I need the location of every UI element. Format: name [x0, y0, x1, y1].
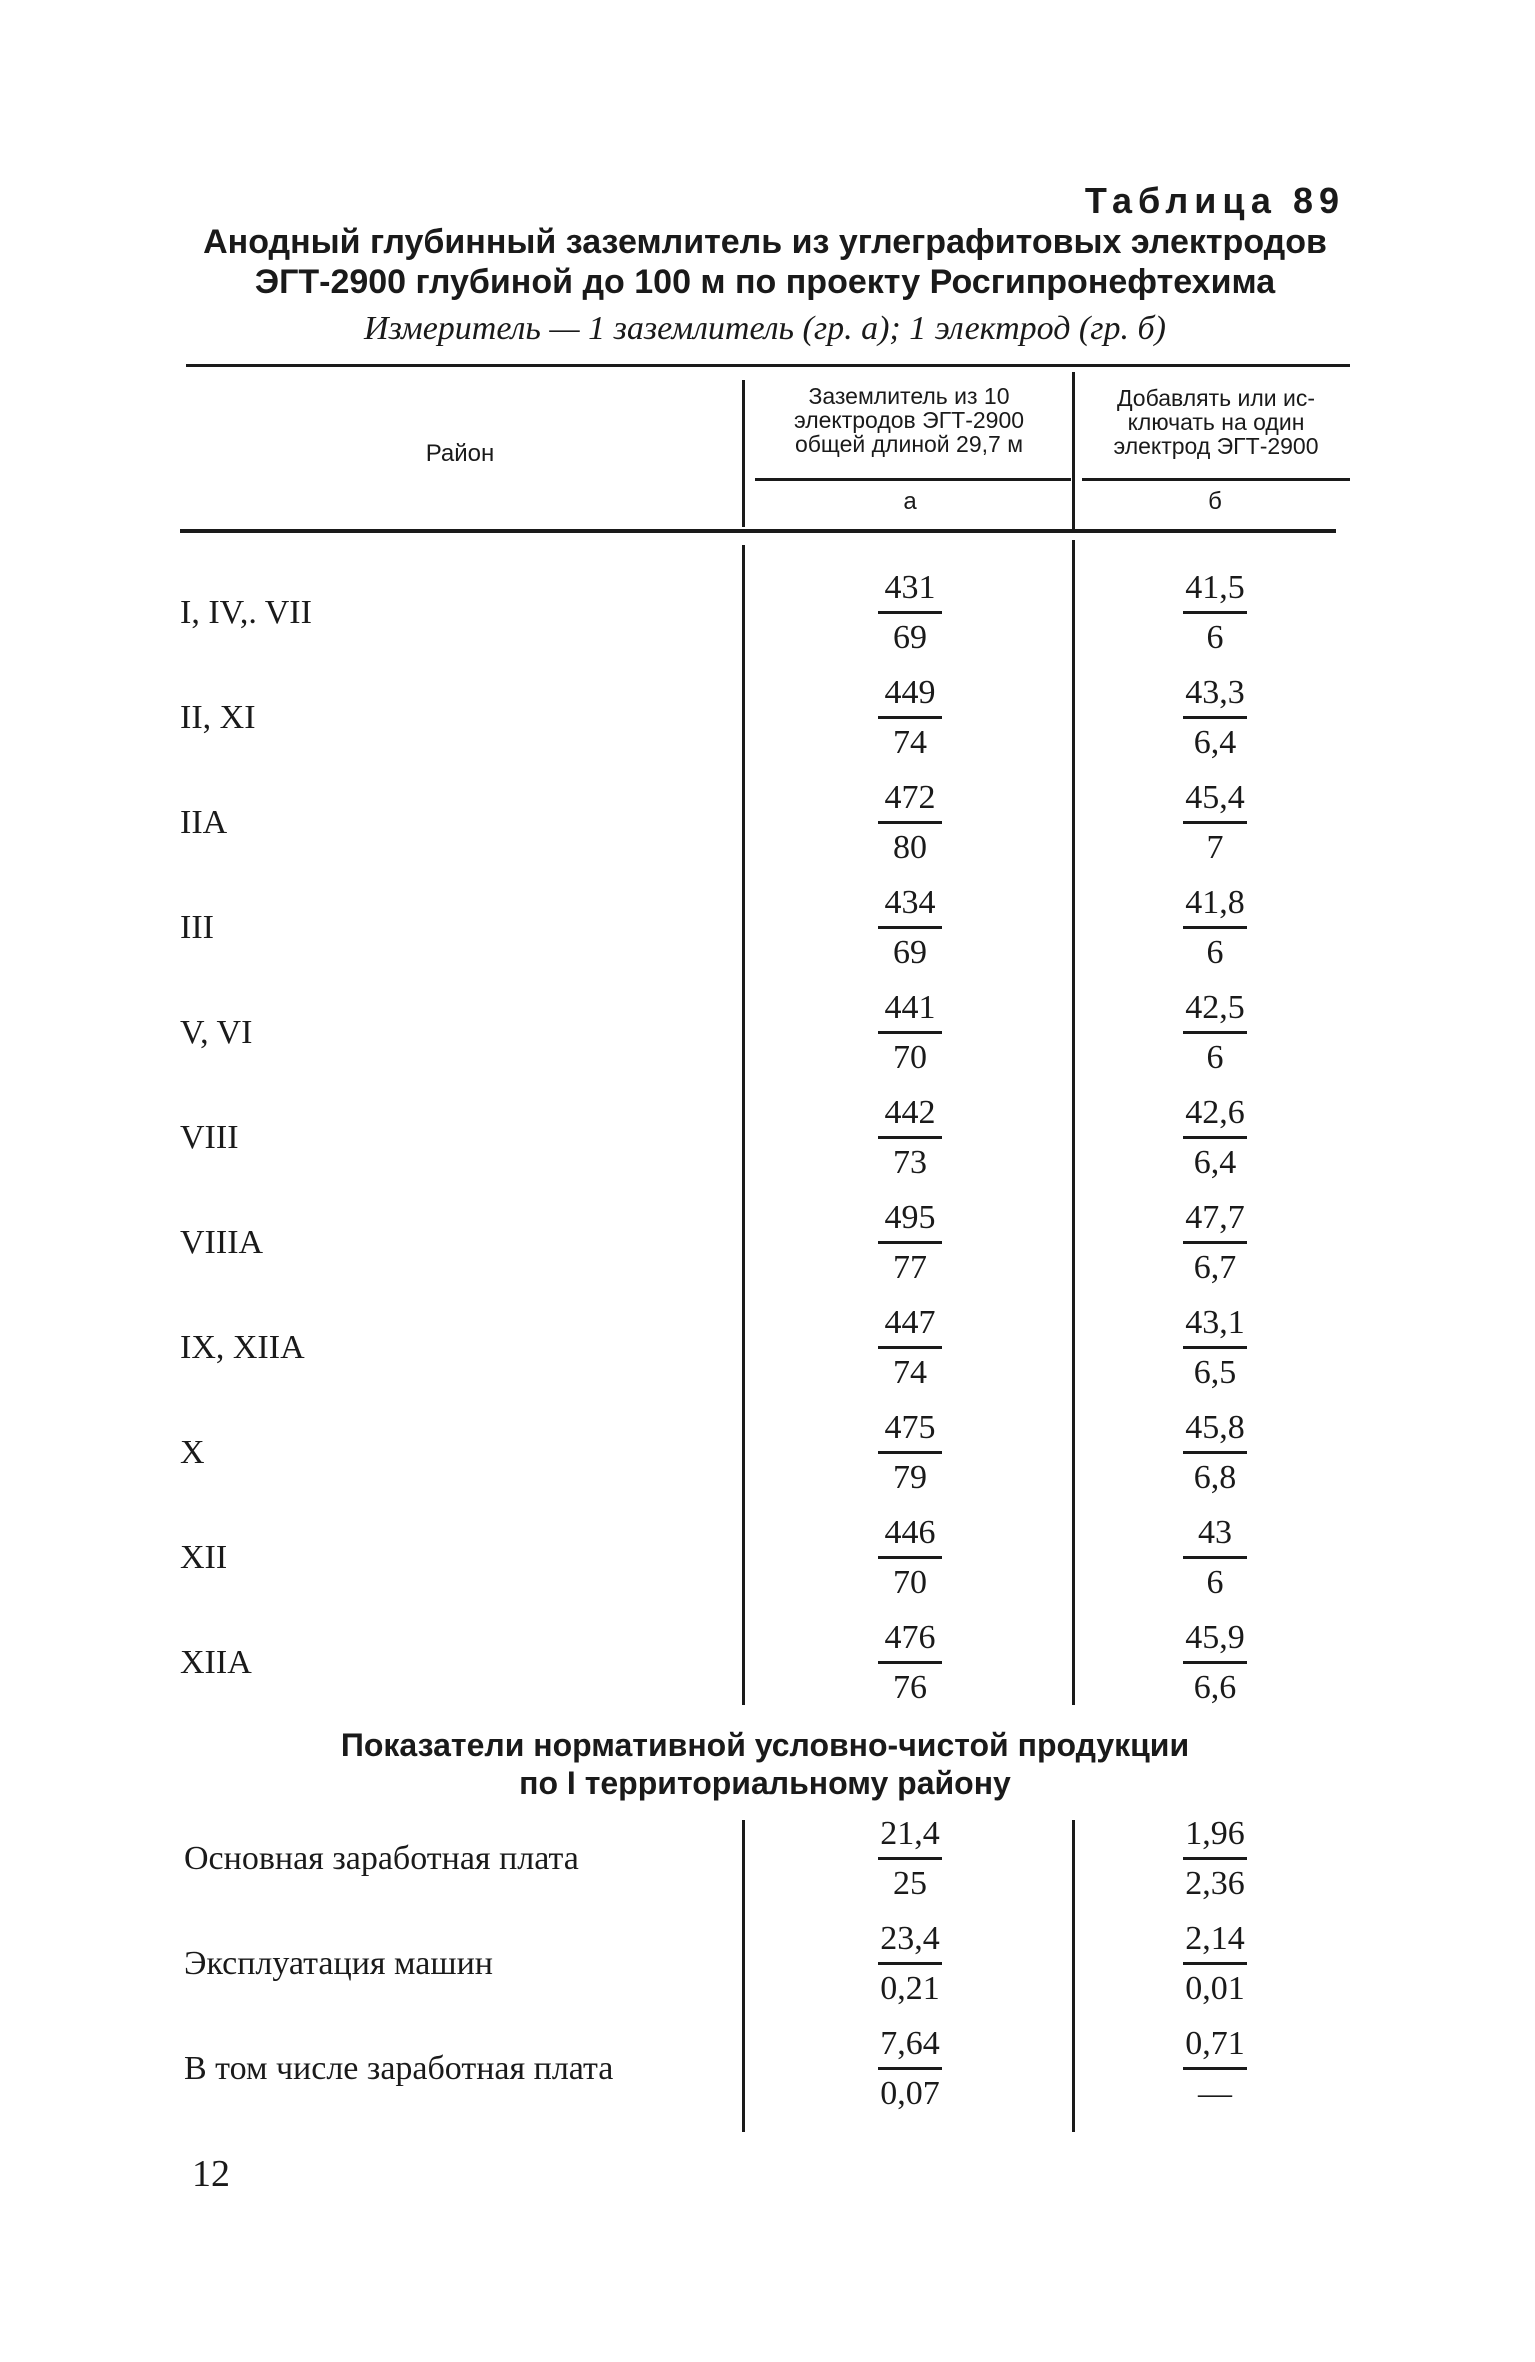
cell-b	[1135, 1196, 1295, 1290]
cell-a	[830, 986, 990, 1080]
header-divider-2	[1072, 372, 1075, 529]
cell-b-numerator: 43	[1198, 1514, 1232, 1551]
row-region: IX, XIIA	[180, 1329, 305, 1366]
cell-b-fraction-bar	[1183, 716, 1247, 719]
cell-a-denominator: 79	[893, 1459, 927, 1496]
row-region: VIIIA	[180, 1224, 264, 1261]
cell-b-fraction-bar	[1183, 1241, 1247, 1244]
cell-b-denominator: 6	[1206, 1039, 1224, 1076]
cell-b	[1135, 881, 1295, 975]
indicator-cell-a-numerator: 23,4	[880, 1920, 940, 1957]
indicators-subtitle-line2: по I территориальному району	[519, 1765, 1011, 1801]
indicator-cell-a	[830, 2022, 990, 2116]
cell-b-numerator: 42,6	[1185, 1094, 1245, 1131]
cell-b-denominator: 6	[1206, 934, 1224, 971]
cell-a-numerator: 476	[884, 1619, 936, 1656]
cell-b-denominator: 6,6	[1193, 1669, 1237, 1706]
indicator-cell-b-denominator: 2,36	[1185, 1865, 1245, 1902]
indicator-cell-b	[1135, 2022, 1295, 2116]
row-region: V, VI	[180, 1014, 253, 1051]
header-col-a-line3: общей длиной 29,7 м	[794, 431, 1024, 457]
cell-a	[830, 671, 990, 765]
cell-b	[1135, 1091, 1295, 1185]
indicator-cell-b	[1135, 1812, 1295, 1906]
header-bottom-rule	[180, 529, 1336, 533]
cell-b-fraction-bar	[1183, 926, 1247, 929]
cell-a-numerator: 447	[884, 1304, 936, 1341]
indicator-cell-a-numerator: 7,64	[880, 2025, 940, 2062]
indicator-cell-b-denominator: 0,01	[1185, 1970, 1245, 2007]
cell-b-numerator: 43,1	[1185, 1304, 1245, 1341]
cell-a-numerator: 434	[884, 884, 936, 921]
cell-a	[830, 1511, 990, 1605]
row-region: XII	[180, 1539, 228, 1576]
indicator-cell-a-denominator: 25	[893, 1865, 927, 1902]
indicator-cell-a-fraction-bar	[878, 1962, 942, 1965]
cell-b-denominator: 6	[1206, 619, 1224, 656]
cell-b-fraction-bar	[1183, 1346, 1247, 1349]
indicator-cell-b-numerator: 0,71	[1185, 2025, 1245, 2062]
cell-a-fraction-bar	[878, 1661, 942, 1664]
body-divider-2	[1072, 540, 1075, 1705]
indicators-divider-2	[1072, 1820, 1075, 2132]
header-col-b	[1080, 386, 1352, 458]
table-title	[180, 222, 1350, 302]
cell-a	[830, 776, 990, 870]
page-number: 12	[192, 2153, 230, 2195]
indicator-cell-a-denominator: 0,07	[880, 2075, 940, 2112]
cell-a	[830, 881, 990, 975]
cell-b-fraction-bar	[1183, 1031, 1247, 1034]
indicator-cell-b-fraction-bar	[1183, 1962, 1247, 1965]
cell-b	[1135, 566, 1295, 660]
header-region: Район	[425, 440, 495, 467]
cell-b	[1135, 1301, 1295, 1395]
cell-a-denominator: 70	[893, 1039, 927, 1076]
table-title-line2: ЭГТ-2900 глубиной до 100 м по проекту Росгипронефтехима	[254, 263, 1276, 301]
cell-a-numerator: 446	[884, 1514, 936, 1551]
cell-a-numerator: 442	[884, 1094, 936, 1131]
cell-b	[1135, 776, 1295, 870]
table-number: Таблица 89	[1084, 180, 1345, 221]
cell-a-fraction-bar	[878, 1241, 942, 1244]
cell-a-fraction-bar	[878, 1556, 942, 1559]
indicator-cell-a	[830, 1812, 990, 1906]
cell-a-denominator: 76	[893, 1669, 927, 1706]
cell-a-numerator: 441	[884, 989, 936, 1026]
cell-a-fraction-bar	[878, 1031, 942, 1034]
row-region: XIIA	[180, 1644, 252, 1681]
cell-b-denominator: 7	[1206, 829, 1224, 866]
cell-a-fraction-bar	[878, 926, 942, 929]
header-col-b-line3: электрод ЭГТ-2900	[1113, 433, 1319, 459]
cell-a-numerator: 472	[884, 779, 936, 816]
cell-a-denominator: 74	[893, 724, 927, 761]
row-region: II, XI	[180, 699, 256, 736]
indicator-cell-a-fraction-bar	[878, 2067, 942, 2070]
cell-b-fraction-bar	[1183, 1451, 1247, 1454]
cell-a-fraction-bar	[878, 716, 942, 719]
header-top-rule	[186, 364, 1350, 367]
indicators-subtitle-line1: Показатели нормативной условно-чистой продукции	[340, 1727, 1190, 1763]
cell-b-denominator: 6,5	[1193, 1354, 1237, 1391]
cell-b-fraction-bar	[1183, 611, 1247, 614]
cell-a	[830, 1616, 990, 1710]
cell-a-denominator: 80	[893, 829, 927, 866]
cell-a	[830, 1091, 990, 1185]
cell-a-numerator: 495	[884, 1199, 936, 1236]
indicator-cell-a	[830, 1917, 990, 2011]
cell-b	[1135, 1616, 1295, 1710]
indicator-cell-b-fraction-bar	[1183, 1857, 1247, 1860]
cell-b-fraction-bar	[1183, 1556, 1247, 1559]
cell-a-numerator: 449	[884, 674, 936, 711]
cell-b-numerator: 45,8	[1185, 1409, 1245, 1446]
indicators-divider-1	[742, 1820, 745, 2132]
measure-unit: Измеритель — 1 заземлитель (гр. а); 1 электрод (гр. б)	[364, 310, 1166, 347]
cell-a	[830, 566, 990, 660]
body-divider-1	[742, 545, 745, 1705]
indicator-cell-b-numerator: 1,96	[1185, 1815, 1245, 1852]
row-region: IIA	[180, 804, 228, 841]
row-region: I, IV,. VII	[180, 594, 312, 631]
header-col-b-line1: Добавлять или ис-	[1116, 385, 1316, 411]
row-region: VIII	[180, 1119, 239, 1156]
cell-b	[1135, 986, 1295, 1080]
cell-b-numerator: 45,9	[1185, 1619, 1245, 1656]
indicator-label: Эксплуатация машин	[184, 1945, 493, 1982]
cell-a-fraction-bar	[878, 611, 942, 614]
row-region: III	[180, 909, 214, 946]
header-col-b-line2: ключать на один	[1127, 409, 1305, 435]
cell-a-fraction-bar	[878, 1346, 942, 1349]
indicator-label: В том числе заработная плата	[184, 2050, 614, 2087]
cell-b-denominator: 6,8	[1193, 1459, 1237, 1496]
cell-b-numerator: 41,8	[1185, 884, 1245, 921]
header-col-b-label: б	[1208, 488, 1222, 515]
indicator-cell-b-fraction-bar	[1183, 2067, 1247, 2070]
indicator-cell-a-denominator: 0,21	[880, 1970, 940, 2007]
cell-a-denominator: 70	[893, 1564, 927, 1601]
cell-a-denominator: 69	[893, 934, 927, 971]
cell-b	[1135, 1406, 1295, 1500]
col-a-sub-rule	[755, 478, 1071, 481]
cell-b-numerator: 43,3	[1185, 674, 1245, 711]
cell-b-denominator: 6	[1206, 1564, 1224, 1601]
cell-a	[830, 1196, 990, 1290]
indicator-cell-b	[1135, 1917, 1295, 2011]
indicators-subtitle	[180, 1726, 1350, 1802]
cell-b	[1135, 1511, 1295, 1605]
header-col-a-label: а	[903, 488, 917, 515]
cell-b-denominator: 6,7	[1193, 1249, 1237, 1286]
cell-b-numerator: 41,5	[1185, 569, 1245, 606]
cell-a-fraction-bar	[878, 1451, 942, 1454]
cell-a-numerator: 475	[884, 1409, 936, 1446]
cell-a-denominator: 69	[893, 619, 927, 656]
cell-a-fraction-bar	[878, 1136, 942, 1139]
col-b-sub-rule	[1082, 478, 1350, 481]
cell-a-fraction-bar	[878, 821, 942, 824]
indicator-cell-a-fraction-bar	[878, 1857, 942, 1860]
indicator-label: Основная заработная плата	[184, 1840, 579, 1877]
cell-b-denominator: 6,4	[1193, 724, 1237, 761]
header-col-a-line1: Заземлитель из 10	[808, 383, 1010, 409]
cell-b-numerator: 42,5	[1185, 989, 1245, 1026]
indicator-cell-b-numerator: 2,14	[1185, 1920, 1245, 1957]
cell-a-denominator: 74	[893, 1354, 927, 1391]
cell-a-numerator: 431	[884, 569, 936, 606]
indicator-cell-a-numerator: 21,4	[880, 1815, 940, 1852]
cell-b-fraction-bar	[1183, 821, 1247, 824]
indicator-cell-b-denominator: —	[1198, 2075, 1232, 2112]
cell-a	[830, 1301, 990, 1395]
header-col-a	[748, 384, 1070, 456]
cell-b-fraction-bar	[1183, 1661, 1247, 1664]
cell-a-denominator: 77	[893, 1249, 927, 1286]
cell-b-numerator: 47,7	[1185, 1199, 1245, 1236]
cell-b-fraction-bar	[1183, 1136, 1247, 1139]
cell-a-denominator: 73	[893, 1144, 927, 1181]
cell-b-denominator: 6,4	[1193, 1144, 1237, 1181]
cell-b	[1135, 671, 1295, 765]
table-title-line1: Анодный глубинный заземлитель из углеграфитовых электродов	[203, 223, 1327, 261]
cell-a	[830, 1406, 990, 1500]
header-divider-1	[742, 380, 745, 527]
header-col-a-line2: электродов ЭГТ-2900	[793, 407, 1025, 433]
row-region: X	[180, 1434, 205, 1471]
cell-b-numerator: 45,4	[1185, 779, 1245, 816]
